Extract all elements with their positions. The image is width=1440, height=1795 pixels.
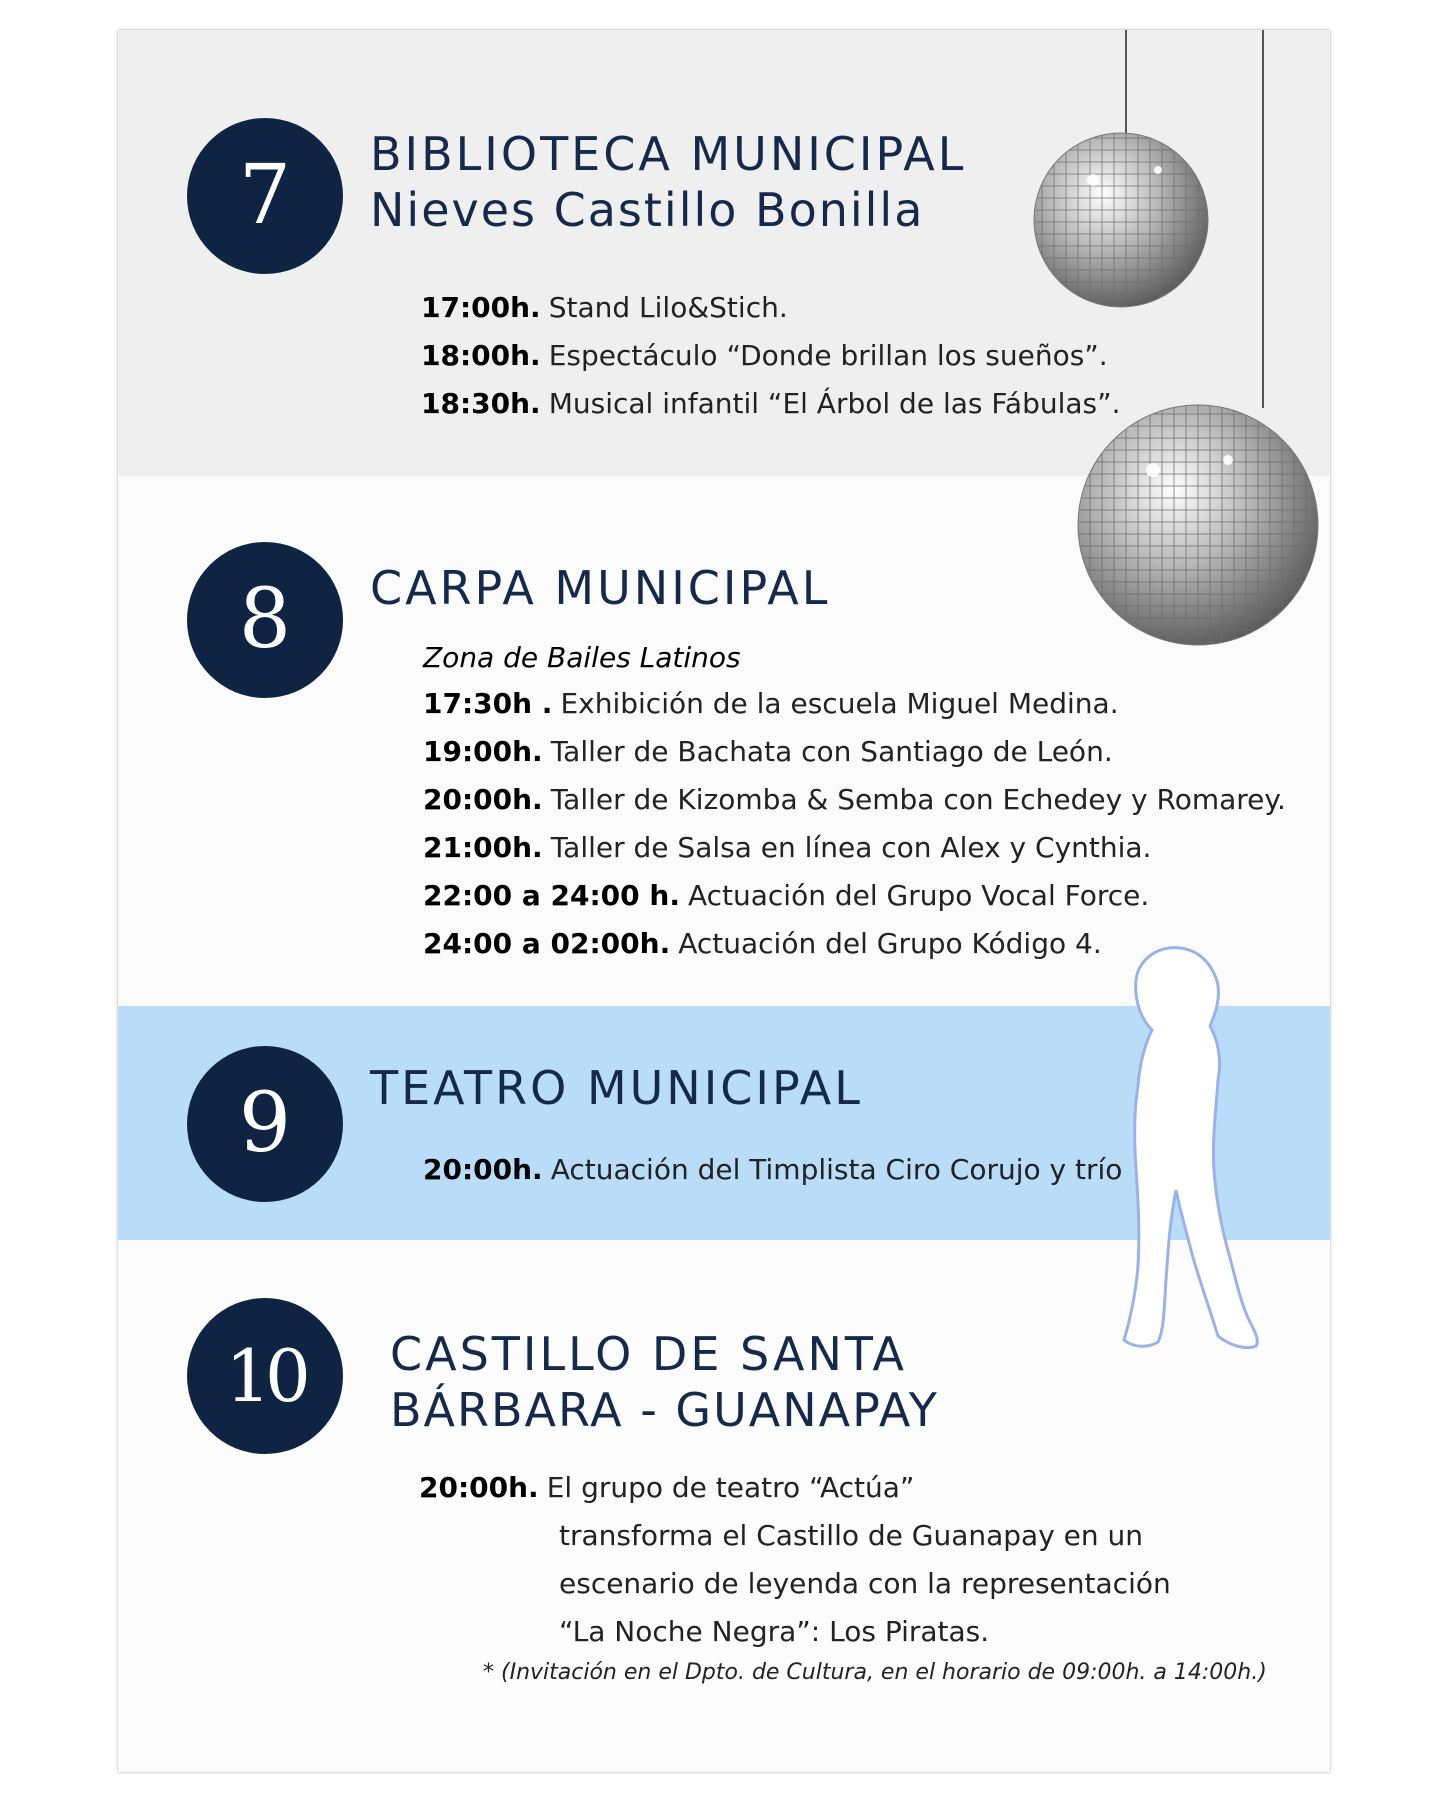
event-time: 20:00h. <box>423 783 543 816</box>
event-program-page <box>118 30 1330 1772</box>
event-time: 20:00h. <box>419 1471 539 1504</box>
venue-name-line-1: CASTILLO DE SANTA <box>390 1327 907 1381</box>
disco-ball-icon <box>1018 120 1228 320</box>
invitation-note: * (Invitación en el Dpto. de Cultura, en el horario de 09:00h. a 14:00h.) <box>483 1660 1267 1685</box>
event-text: Taller de Salsa en línea con Alex y Cynthia. <box>550 831 1152 864</box>
venue-name: CARPA MUNICIPAL <box>370 561 831 615</box>
section-number-badge: 9 <box>187 1046 343 1202</box>
venue-name: BIBLIOTECA MUNICIPAL <box>370 127 967 181</box>
event-text: El grupo de teatro “Actúa” <box>546 1471 915 1504</box>
event-text: Taller de Kizomba & Semba con Echedey y Romarey. <box>550 783 1286 816</box>
event-time: 19:00h. <box>423 735 543 768</box>
event-time: 17:30h . <box>423 687 553 720</box>
event-time: 24:00 a 02:00h. <box>423 927 671 960</box>
section-number-badge: 7 <box>187 118 343 274</box>
event-text: Espectáculo “Donde brillan los sueños”. <box>548 339 1108 372</box>
disco-ball-icon <box>1068 400 1328 660</box>
event-text: Actuación del Timplista Ciro Corujo y trío <box>550 1153 1123 1186</box>
event-text: Actuación del Grupo Vocal Force. <box>687 879 1150 912</box>
venue-subtitle: Nieves Castillo Bonilla <box>370 183 925 237</box>
venue-name: TEATRO MUNICIPAL <box>370 1061 863 1115</box>
event-text: Musical infantil “El Árbol de las Fábulas”. <box>548 387 1121 420</box>
event-time: 18:00h. <box>421 339 541 372</box>
dancer-silhouette-icon <box>1124 948 1257 1348</box>
event-text: Stand Lilo&Stich. <box>548 291 788 324</box>
event-time: 17:00h. <box>421 291 541 324</box>
event-time: 21:00h. <box>423 831 543 864</box>
zone-label: Zona de Bailes Latinos <box>423 641 741 674</box>
event-text: “La Noche Negra”: Los Piratas. <box>559 1615 990 1648</box>
section-number-badge: 10 <box>187 1298 343 1454</box>
section-number-badge: 8 <box>187 542 343 698</box>
event-text: transforma el Castillo de Guanapay en un <box>559 1519 1144 1552</box>
event-time: 20:00h. <box>423 1153 543 1186</box>
event-text: Taller de Bachata con Santiago de León. <box>550 735 1113 768</box>
venue-name-line-2: BÁRBARA - GUANAPAY <box>390 1383 939 1437</box>
event-text: escenario de leyenda con la representación <box>559 1567 1171 1600</box>
decorations <box>118 30 1330 1772</box>
event-time: 18:30h. <box>421 387 541 420</box>
event-time: 22:00 a 24:00 h. <box>423 879 680 912</box>
event-text: Exhibición de la escuela Miguel Medina. <box>560 687 1119 720</box>
event-text: Actuación del Grupo Kódigo 4. <box>678 927 1102 960</box>
